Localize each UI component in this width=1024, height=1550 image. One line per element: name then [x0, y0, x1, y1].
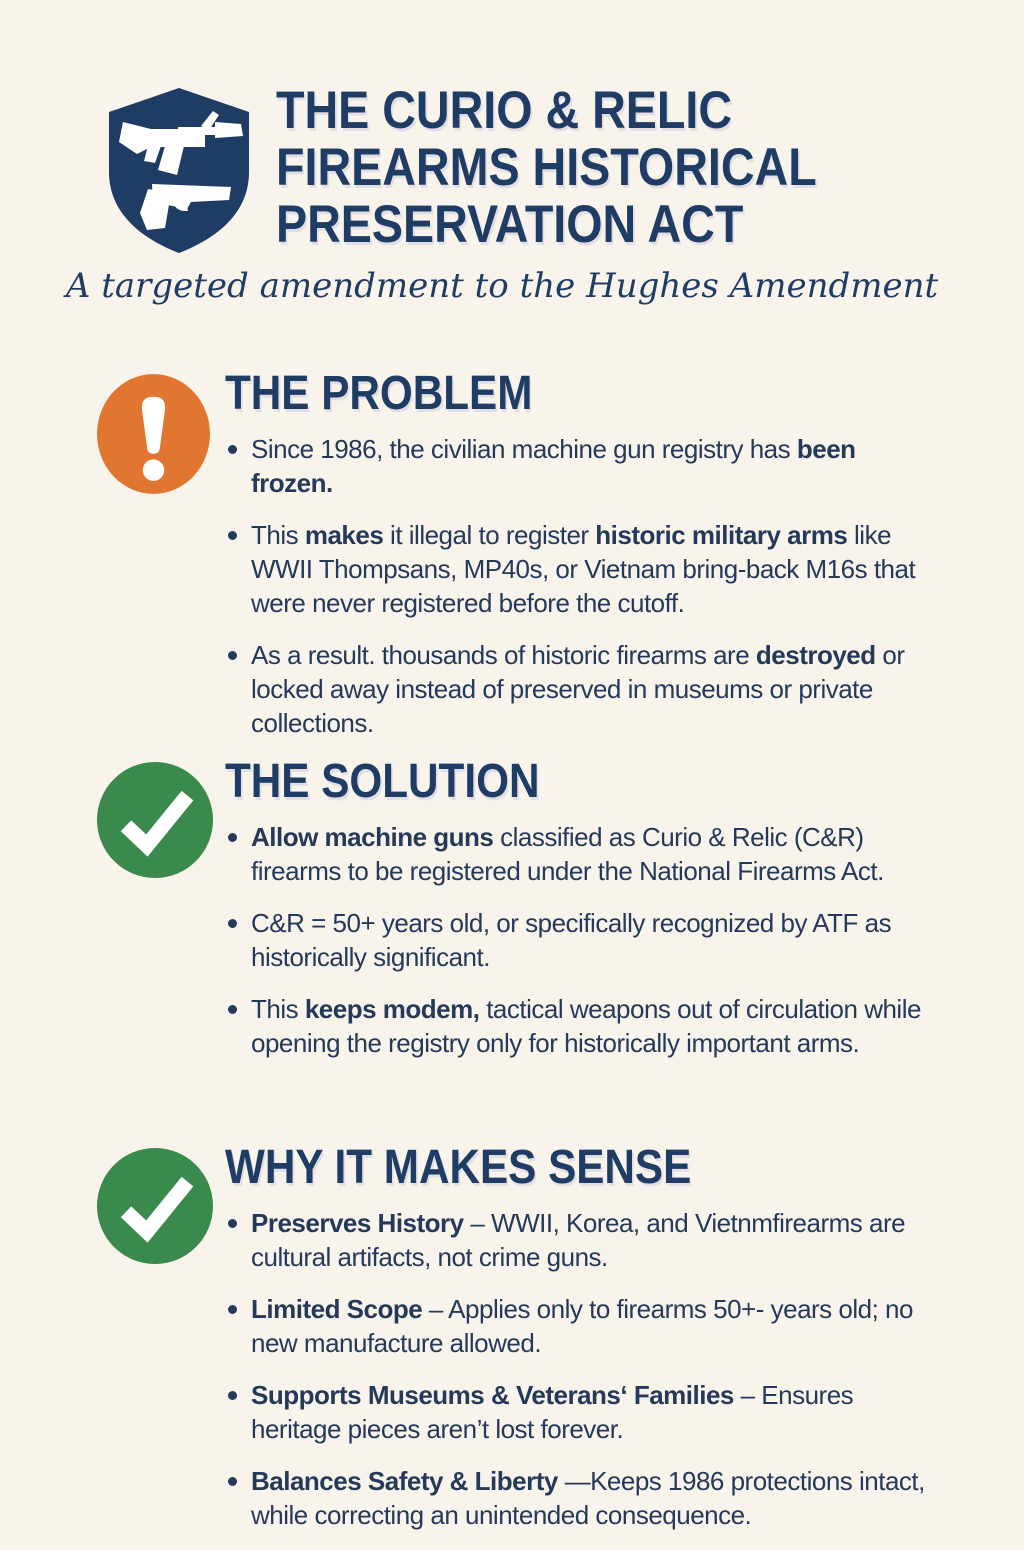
subtitle: A targeted amendment to the Hughes Amendment	[65, 266, 939, 306]
bullet-item: Since 1986, the civilian machine gun registry has been frozen.	[225, 432, 925, 500]
bullet-item: Preserves History – WWII, Korea, and Vietnmfirearms are cultural artifacts, not crime guns.	[225, 1206, 925, 1274]
page-title	[276, 82, 817, 253]
section-solution	[95, 756, 985, 1078]
title-line: PRESERVATION ACT	[276, 195, 744, 254]
bullet-item: This makes it illegal to register historic military arms like WWII Thompsans, MP40s, or Vietnam bring-back M16s that were never registered before the cutoff.	[225, 518, 925, 620]
check-circle-icon	[97, 1148, 213, 1264]
bullet-item: Balances Safety & Liberty —Keeps 1986 protections intact, while correcting an unintended consequence.	[225, 1464, 925, 1532]
section-heading: WHY IT MAKES SENSE	[225, 1141, 692, 1194]
title-line: FIREARMS HISTORICAL	[276, 138, 817, 197]
shield-firearms-icon	[103, 84, 255, 256]
bullet-item: Limited Scope – Applies only to firearms 50+- years old; no new manufacture allowed.	[225, 1292, 925, 1360]
section-problem	[95, 368, 985, 758]
check-circle-icon	[97, 762, 213, 878]
section-heading: THE SOLUTION	[225, 755, 540, 808]
exclamation-circle-icon	[97, 374, 210, 494]
title-line: THE CURIO & RELIC	[276, 81, 733, 140]
bullet-item: This keeps modem, tactical weapons out of circulation while opening the registry only for historically important arms.	[225, 992, 925, 1060]
bullet-item: C&R = 50+ years old, or specifically recognized by ATF as historically significant.	[225, 906, 925, 974]
bullet-list	[225, 1206, 925, 1532]
section-why	[95, 1142, 985, 1550]
bullet-list	[225, 432, 925, 740]
bullet-item: Supports Museums & Veterans‘ Families – Ensures heritage pieces aren’t lost forever.	[225, 1378, 925, 1446]
bullet-item: Allow machine guns classified as Curio & Relic (C&R) firearms to be registered under the National Firearms Act.	[225, 820, 925, 888]
section-heading: THE PROBLEM	[225, 367, 533, 420]
bullet-item: As a result. thousands of historic firearms are destroyed or locked away instead of preserved in museums or private collections.	[225, 638, 925, 740]
bullet-list	[225, 820, 925, 1060]
